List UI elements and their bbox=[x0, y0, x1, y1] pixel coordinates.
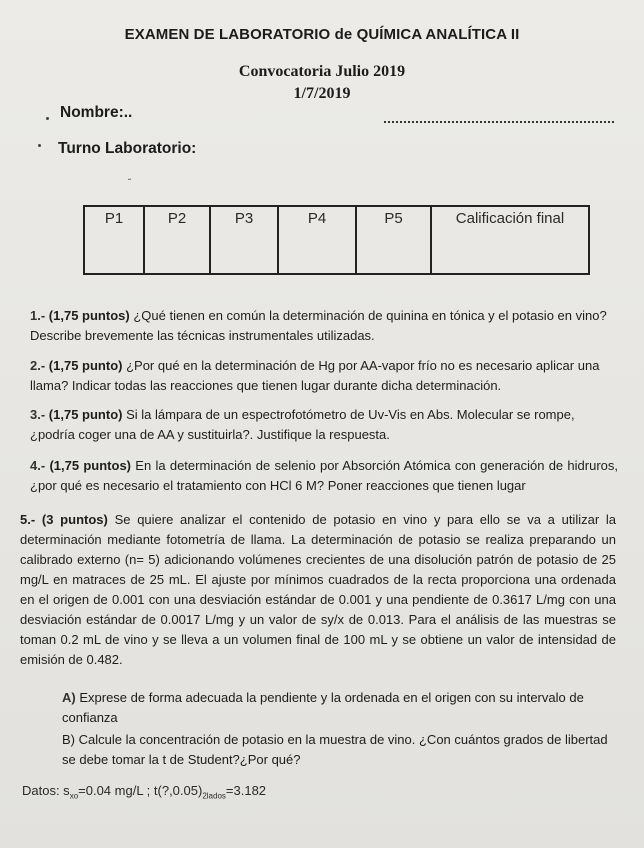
question-points: (1,75 punto) bbox=[48, 358, 123, 373]
nombre-dotted-line bbox=[384, 107, 614, 123]
subquestion-a bbox=[62, 688, 614, 728]
question-number: 5.- bbox=[20, 512, 36, 527]
nombre-label: Nombre:.. bbox=[60, 104, 133, 121]
question-number: 3.- bbox=[30, 407, 46, 422]
margin-dot bbox=[46, 117, 49, 120]
question-points: (1,75 puntos) bbox=[48, 308, 130, 323]
question-number: 2.- bbox=[30, 358, 46, 373]
datos-s-subscript: xo bbox=[69, 791, 79, 801]
question-points: (1,75 puntos) bbox=[49, 458, 132, 473]
subquestion-label: A) bbox=[62, 690, 76, 705]
subquestion-b bbox=[62, 730, 614, 770]
datos-t-subscript: 2lados bbox=[202, 791, 226, 801]
question-points: (1,75 punto) bbox=[48, 407, 123, 422]
grade-cell-p2: P2 bbox=[144, 206, 210, 274]
question-number: 1.- bbox=[30, 308, 46, 323]
question-text: ¿Por qué en la determinación de Hg por AA-vapor frío no es necesario aplicar una llama? Indicar todas las reacciones que tienen lugar durante dicha determinación. bbox=[30, 358, 600, 393]
question-points: (3 puntos) bbox=[41, 512, 108, 527]
question-text: Se quiere analizar el contenido de potasio en vino y para ello se va a utilizar la determinación mediante fotometría de llama. La determinación de potasio se realiza preparando un calibrado externo (n= 5) adicionando volúmenes crecientes de una disolución patrón de potasio de 25 mg/L en matraces de 25 mL. El ajuste por mínimos cuadrados de la recta proporciona una ordenada en el origen de 0.001 con una desviación estándar de 0.001 y una pendiente de 0.3617 L/mg con una desviación estándar de 0.0017 L/mg y un valor de sy/x de 0.013. Para el análisis de las muestras se toman 0.2 mL de vino y se lleva a un volumen final de 100 mL y se obtiene un valor de intensidad de emisión de 0.482. bbox=[20, 512, 616, 667]
question-4 bbox=[30, 456, 618, 496]
question-2 bbox=[30, 356, 618, 396]
datos-prefix: Datos: s bbox=[22, 783, 70, 798]
grade-cell-p3: P3 bbox=[210, 206, 278, 274]
subquestion-text: Calcule la concentración de potasio en la muestra de vino. ¿Con cuántos grados de libertad se debe tomar la t de Student?¿Por qué? bbox=[62, 732, 608, 767]
grade-cell-p4: P4 bbox=[278, 206, 356, 274]
grades-table bbox=[83, 205, 590, 275]
question-text: ¿Qué tienen en común la determinación de quinina en tónica y el potasio en vino? Describe brevemente las técnicas instrumentales utilizadas. bbox=[30, 308, 607, 343]
grades-header-row bbox=[84, 206, 589, 274]
turno-label: Turno Laboratorio: bbox=[58, 140, 197, 157]
datos-middle: =0.04 mg/L ; t(?,0.05) bbox=[78, 783, 203, 798]
exam-title: EXAMEN DE LABORATORIO de QUÍMICA ANALÍTICA II bbox=[124, 26, 520, 43]
question-5 bbox=[20, 510, 616, 670]
pen-mark: ˘ bbox=[128, 178, 132, 189]
question-3 bbox=[30, 405, 618, 445]
datos-line bbox=[22, 783, 266, 801]
question-text: Si la lámpara de un espectrofotómetro de Uv-Vis en Abs. Molecular se rompe, ¿podría coger una de AA y sustituirla?. Justifique la respuesta. bbox=[30, 407, 575, 442]
subquestion-label: B) bbox=[62, 732, 75, 747]
grade-cell-final: Calificación final bbox=[431, 206, 589, 274]
question-number: 4.- bbox=[30, 458, 46, 473]
question-1 bbox=[30, 306, 618, 346]
convocatoria: Convocatoria Julio 2019 bbox=[238, 63, 406, 80]
datos-suffix: =3.182 bbox=[225, 783, 267, 798]
question-text: En la determinación de selenio por Absorción Atómica con generación de hidruros, ¿por qué es necesario el tratamiento con HCl 6 M? Poner reacciones que tienen lugar bbox=[30, 458, 619, 493]
grade-cell-p5: P5 bbox=[356, 206, 431, 274]
exam-date: 1/7/2019 bbox=[293, 85, 351, 102]
grade-cell-p1: P1 bbox=[84, 206, 144, 274]
subquestion-text: Exprese de forma adecuada la pendiente y la ordenada en el origen con su intervalo de confianza bbox=[62, 690, 584, 725]
margin-dot bbox=[38, 144, 41, 147]
